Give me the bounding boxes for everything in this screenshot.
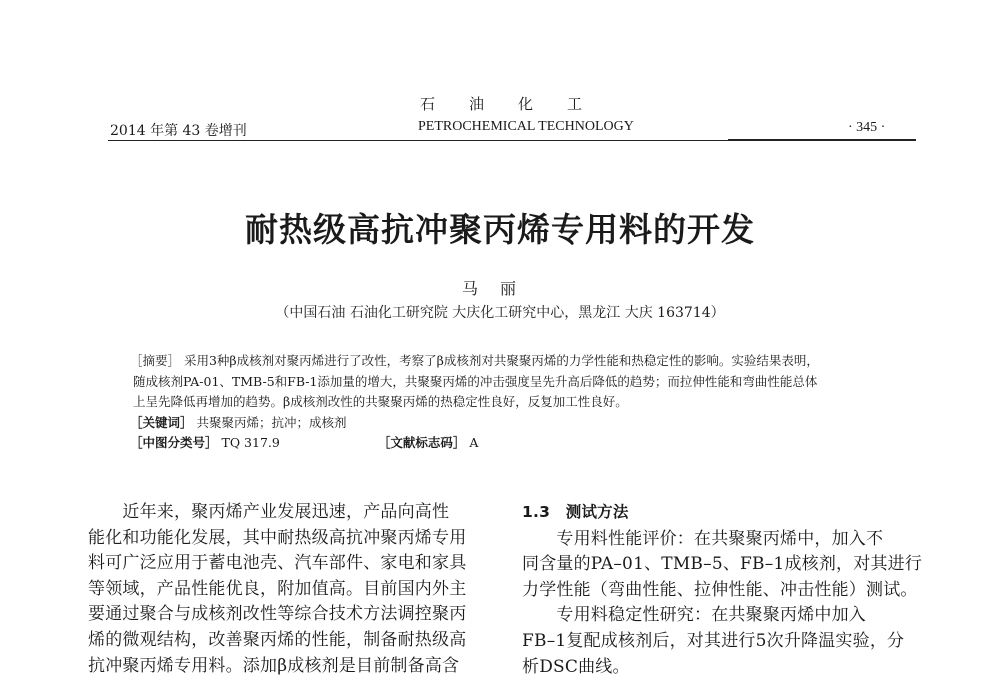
body-line: 要通过聚合与成核剂改性等综合技术方法调控聚丙 [88,604,467,625]
abstract-line: 上呈先降低再增加的趋势。β成核剂改性的共聚聚丙烯的热稳定性良好，反复加工性良好。 [133,394,628,409]
body-line: 同含量的PA–01、TMB–5、FB–1成核剂，对其进行 [522,554,923,575]
article-title: 耐热级高抗冲聚丙烯专用料的开发 [245,210,755,249]
classification-row [130,433,890,454]
keywords-row [130,413,890,434]
body-line: 能化和功能化发展，其中耐热级高抗冲聚丙烯专用 [88,527,467,548]
abstract-line: ［摘要］ 采用3种β成核剂对聚丙烯进行了改性，考察了β成核剂对共聚聚丙烯的力学性能和热稳定性的影响。实验结果表明， [130,353,819,368]
author-name: 马丽 [461,279,538,298]
header-rule-thick [728,139,916,141]
body-line: 力学性能（弯曲性能、拉伸性能、冲击性能）测试。 [522,579,918,600]
body-line: 专用料稳定性研究：在共聚聚丙烯中加入 [522,605,866,626]
keywords-text: 共聚聚丙烯；抗冲；成核剂 [196,414,347,430]
doc-code-value: A [469,435,479,450]
body-line: FB–1复配成核剂后，对其进行5次升降温实验，分 [522,630,905,651]
body-line: 等领域，产品性能优良，附加值高。目前国内外主 [88,578,467,599]
author-affiliation: （中国石油 石油化工研究院 大庆化工研究中心，黑龙江 大庆 163714） [275,305,725,321]
section-heading: 1.3 测试方法 [522,503,629,521]
abstract-block [130,351,890,454]
abstract-line: 随成核剂PA-01、TMB-5和FB-1添加量的增大，共聚聚丙烯的冲击强度呈先升高后降低的趋势；而拉伸性能和弯曲性能总体 [133,373,818,389]
body-line: 烯的微观结构，改善聚丙烯的性能，制备耐热级高 [88,629,467,650]
body-line: 料可广泛应用于蓄电池壳、汽车部件、家电和家具 [88,553,467,574]
keywords-label: ［关键词］ [130,414,193,430]
journal-name-chinese: 石油化工 [420,95,617,113]
body-right-column [522,500,923,680]
doc-code-label: ［文献标志码］ [377,435,466,450]
body-line: 专用料性能评价：在共聚聚丙烯中，加入不 [522,528,884,549]
body-line: 近年来，聚丙烯产业发展迅速，产品向高性 [88,502,450,522]
body-line: 析DSC曲线。 [522,656,630,677]
body-line: 抗冲聚丙烯专用料。添加β成核剂是目前制备高含 [88,655,460,676]
body-left-column [88,500,488,679]
classification-label: ［中图分类号］ [130,435,218,450]
journal-name-english: PETROCHEMICAL TECHNOLOGY [418,119,634,134]
page-number: · 345 · [848,120,886,135]
issue-info: 2014 年第 43 卷增刊 [110,123,247,139]
classification-code: TQ 317.9 [221,435,280,450]
